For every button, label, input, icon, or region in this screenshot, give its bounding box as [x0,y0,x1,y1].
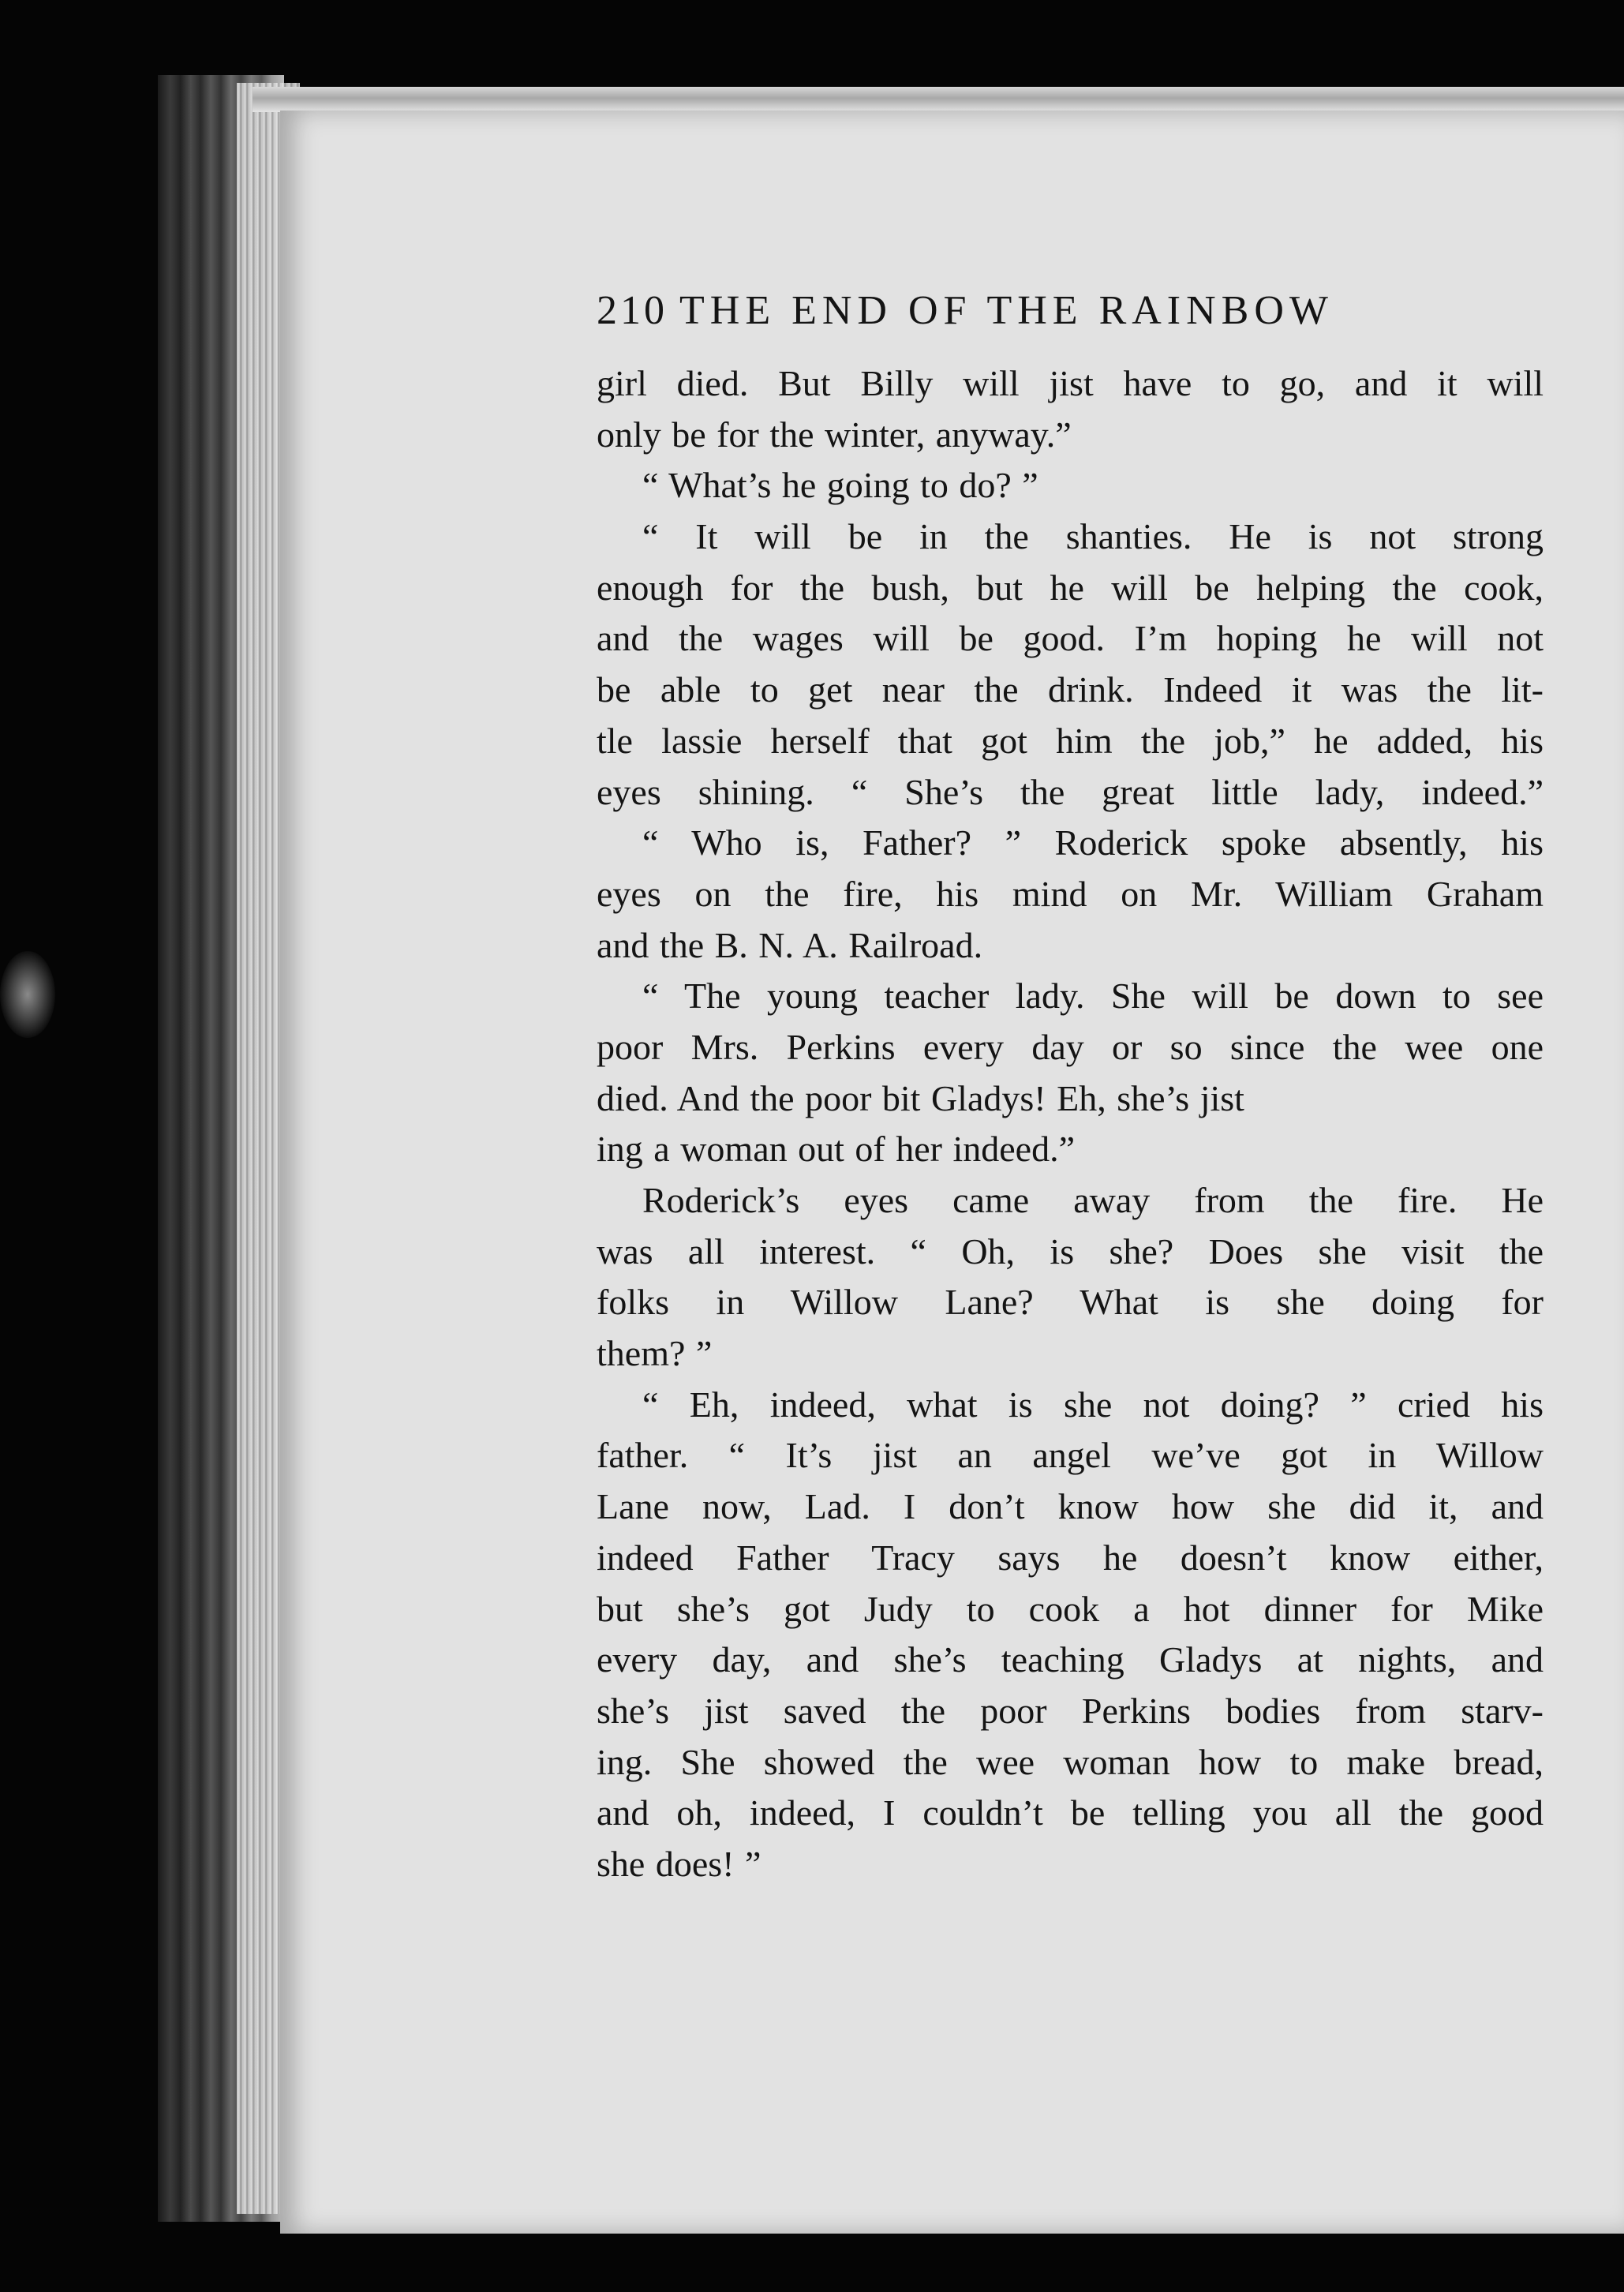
text-line: every day, and she’s teaching Gladys at nights, and [597,1639,1544,1680]
text-line: poor Mrs. Perkins every day or so since the wee one [597,1026,1544,1067]
running-title: THE END OF THE RAINBOW [679,288,1334,333]
text-line: “ What’s he going to do? ” [642,465,1038,506]
text-line: ing a woman out of her indeed.” [597,1129,1075,1170]
body-text [597,358,1544,1890]
page-number: 210 [597,288,668,333]
text-line: only be for the winter, anyway.” [597,414,1072,455]
scan-smudge [0,951,55,1038]
text-line: and oh, indeed, I couldn’t be telling you all the good [597,1792,1544,1833]
text-line: “ Who is, Father? ” Roderick spoke absently, his [642,822,1544,863]
text-line: enough for the bush, but he will be helping the cook, [597,567,1544,608]
text-line: eyes shining. “ She’s the great little lady, indeed.” [597,771,1544,812]
text-line: girl died. But Billy will jist have to go, and it will [597,363,1544,403]
text-line: be able to get near the drink. Indeed it was the lit- [597,669,1544,710]
text-line: ing. She showed the wee woman how to make bread, [597,1741,1544,1782]
text-line: and the B. N. A. Railroad. [597,924,983,965]
text-line: “ It will be in the shanties. He is not strong [642,516,1544,557]
text-line: father. “ It’s jist an angel we’ve got in Willow [597,1435,1544,1476]
page-text-block [597,287,1544,1890]
text-line: Lane now, Lad. I don’t know how she did it, and [597,1486,1544,1527]
text-line: but she’s got Judy to cook a hot dinner for Mike [597,1588,1544,1629]
text-line: was all interest. “ Oh, is she? Does she visit the [597,1230,1544,1271]
running-head [597,287,1544,358]
text-line: them? ” [597,1333,713,1374]
text-line: indeed Father Tracy says he doesn’t know either, [597,1537,1544,1578]
text-line: Roderick’s eyes came away from the fire. He [642,1180,1544,1220]
text-line: and the wages will be good. I’m hoping he will not [597,618,1544,659]
text-line: “ Eh, indeed, what is she not doing? ” cried his [642,1384,1544,1425]
text-line: “ The young teacher lady. She will be down to see [642,976,1544,1017]
text-line: eyes on the fire, his mind on Mr. William Graham [597,873,1544,914]
text-line: she does! ” [597,1843,761,1884]
page-top-edge [253,87,1624,112]
text-line: she’s jist saved the poor Perkins bodies from starv- [597,1690,1544,1731]
text-line: folks in Willow Lane? What is she doing for [597,1282,1544,1323]
text-line: died. And the poor bit Gladys! Eh, she’s jist [597,1077,1244,1118]
text-line: tle lassie herself that got him the job,” he added, his [597,720,1544,761]
